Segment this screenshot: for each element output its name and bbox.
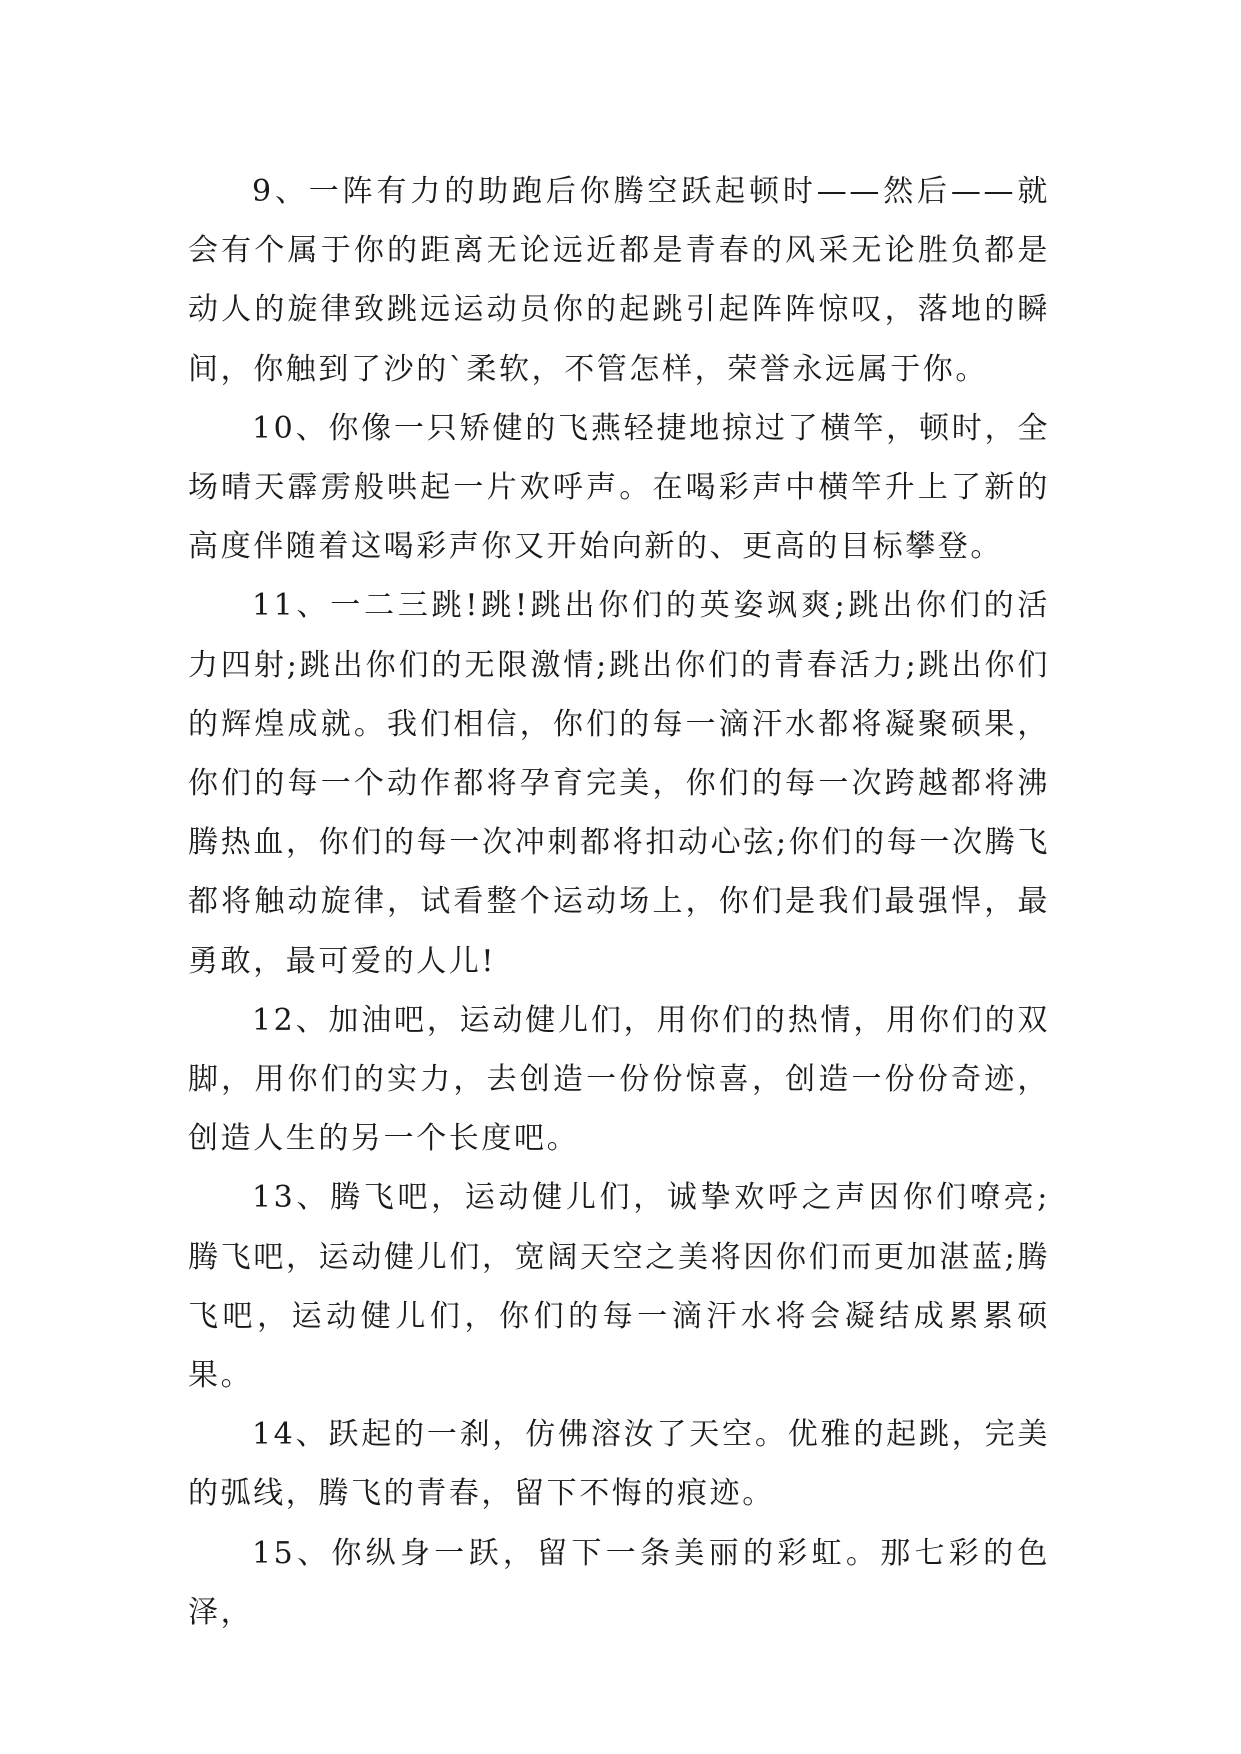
paragraph-13: 13、腾飞吧，运动健儿们，诚挚欢呼之声因你们嘹亮;腾飞吧，运动健儿们，宽阔天空之美将因你们而更加湛蓝;腾飞吧，运动健儿们，你们的每一滴汗水将会凝结成累累硕果。 <box>188 1180 1050 1394</box>
document-page <box>188 162 1050 1642</box>
paragraph-11: 11、一二三跳!跳!跳出你们的英姿飒爽;跳出你们的活力四射;跳出你们的无限激情;跳出你们的青春活力;跳出你们的辉煌成就。我们相信，你们的每一滴汗水都将凝聚硕果，你们的每一个动作都将孕育完美，你们的每一次跨越都将沸腾热血，你们的每一次冲刺都将扣动心弦;你们的每一次腾飞都将触动旋律，试看整个运动场上，你们是我们最强悍，最勇敢，最可爱的人儿! <box>188 588 1050 979</box>
paragraph-15: 15、你纵身一跃，留下一条美丽的彩虹。那七彩的色泽， <box>188 1535 1050 1630</box>
paragraph-9: 9、一阵有力的助跑后你腾空跃起顿时——然后——就会有个属于你的距离无论远近都是青春的风采无论胜负都是动人的旋律致跳远运动员你的起跳引起阵阵惊叹，落地的瞬间，你触到了沙的`柔软，不管怎样，荣誉永远属于你。 <box>188 174 1050 387</box>
paragraph-12: 12、加油吧，运动健儿们，用你们的热情，用你们的双脚，用你们的实力，去创造一份份惊喜，创造一份份奇迹，创造人生的另一个长度吧。 <box>188 1002 1050 1157</box>
paragraph-14: 14、跃起的一刹，仿佛溶汝了天空。优雅的起跳，完美的弧线，腾飞的青春，留下不悔的痕迹。 <box>188 1417 1050 1512</box>
paragraph-10: 10、你像一只矫健的飞燕轻捷地掠过了横竿，顿时，全场晴天霹雳般哄起一片欢呼声。在喝彩声中横竿升上了新的高度伴随着这喝彩声你又开始向新的、更高的目标攀登。 <box>188 410 1050 565</box>
